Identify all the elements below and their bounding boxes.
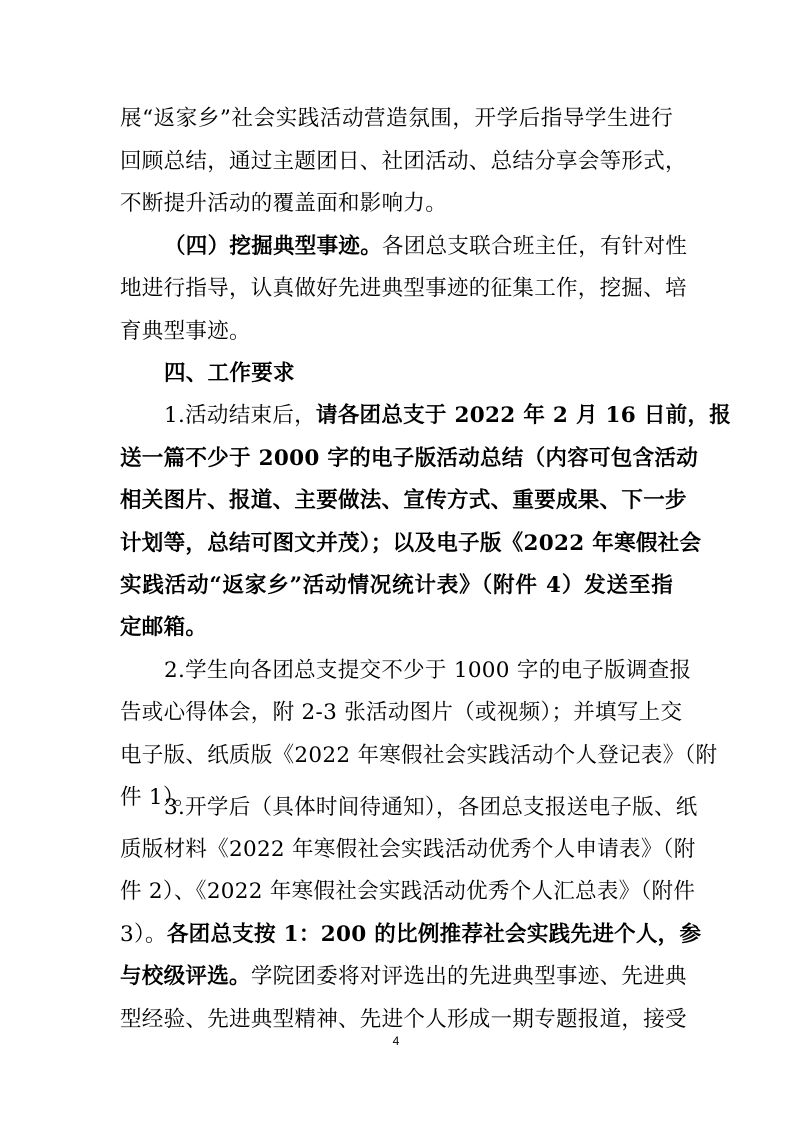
paragraph-line: 实践活动“返家乡”活动情况统计表》（附件 4）发送至指: [120, 573, 673, 598]
paragraph-line: 件 1）。: [120, 785, 196, 810]
paragraph-line: 送一篇不少于 2000 字的电子版活动总结（内容可包含活动: [120, 446, 699, 471]
paragraph-line: 地进行指导，认真做好先进典型事迹的征集工作，挖掘、培: [120, 276, 687, 301]
paragraph-line: 质版材料《2022 年寒假社会实践活动优秀个人申请表》（附: [120, 837, 696, 862]
line-rest: 学院团委将对评选出的先进典型事迹、先进典: [250, 964, 687, 989]
paragraph-line: 展“返家乡”社会实践活动营造氛围，开学后指导学生进行: [120, 106, 673, 131]
paragraph-line: 定邮箱。: [120, 615, 208, 640]
paragraph-line: 告或心得体会，附 2-3 张活动图片（或视频）；并填写上交: [120, 700, 683, 725]
paragraph-line: 相关图片、报道、主要做法、宣传方式、重要成果、下一步: [120, 488, 687, 513]
paragraph-line-mixed: [120, 957, 687, 997]
section-four-title: （四）挖掘典型事迹。: [164, 234, 383, 259]
paragraph-line: 育典型事迹。: [120, 319, 251, 344]
paragraph-line: 件 2）、《2022 年寒假社会实践活动优秀个人汇总表》（附件: [120, 879, 696, 904]
school-evaluation-text: 与校级评选。: [120, 964, 251, 989]
requirement-1-lead: 1.活动结束后，: [164, 403, 316, 428]
section-heading: 四、工作要求: [164, 361, 295, 386]
paragraph-line-mixed: [120, 915, 702, 955]
paragraph-line: 型经验、先进典型精神、先进个人形成一期专题报道，接受: [120, 1007, 687, 1032]
paragraph-line: 不断提升活动的覆盖面和影响力。: [120, 191, 448, 216]
recommend-ratio-text: 各团总支按 1：200 的比例推荐社会实践先进个人，参: [166, 922, 702, 947]
page-number: 4: [392, 1034, 400, 1048]
section-four-line: [164, 227, 688, 267]
paragraph-line: 回顾总结，通过主题团日、社团活动、总结分享会等形式，: [120, 149, 687, 174]
requirement-1-line: [164, 396, 732, 436]
paragraph-line: 计划等，总结可图文并茂）；以及电子版《2022 年寒假社会: [120, 531, 702, 556]
requirement-2-line: 2.学生向各团总支提交不少于 1000 字的电子版调查报: [164, 658, 692, 683]
paragraph-line: 电子版、纸质版《2022 年寒假社会实践活动个人登记表》（附: [120, 743, 718, 768]
line-lead: 3）。: [120, 922, 167, 947]
requirement-3-line: 3.开学后（具体时间待通知），各团总支报送电子版、纸: [164, 795, 698, 820]
section-four-text: 各团总支联合班主任，有针对性: [382, 234, 688, 259]
requirement-1-bold: 请各团总支于 2022 年 2 月 16 日前，报: [315, 403, 732, 428]
